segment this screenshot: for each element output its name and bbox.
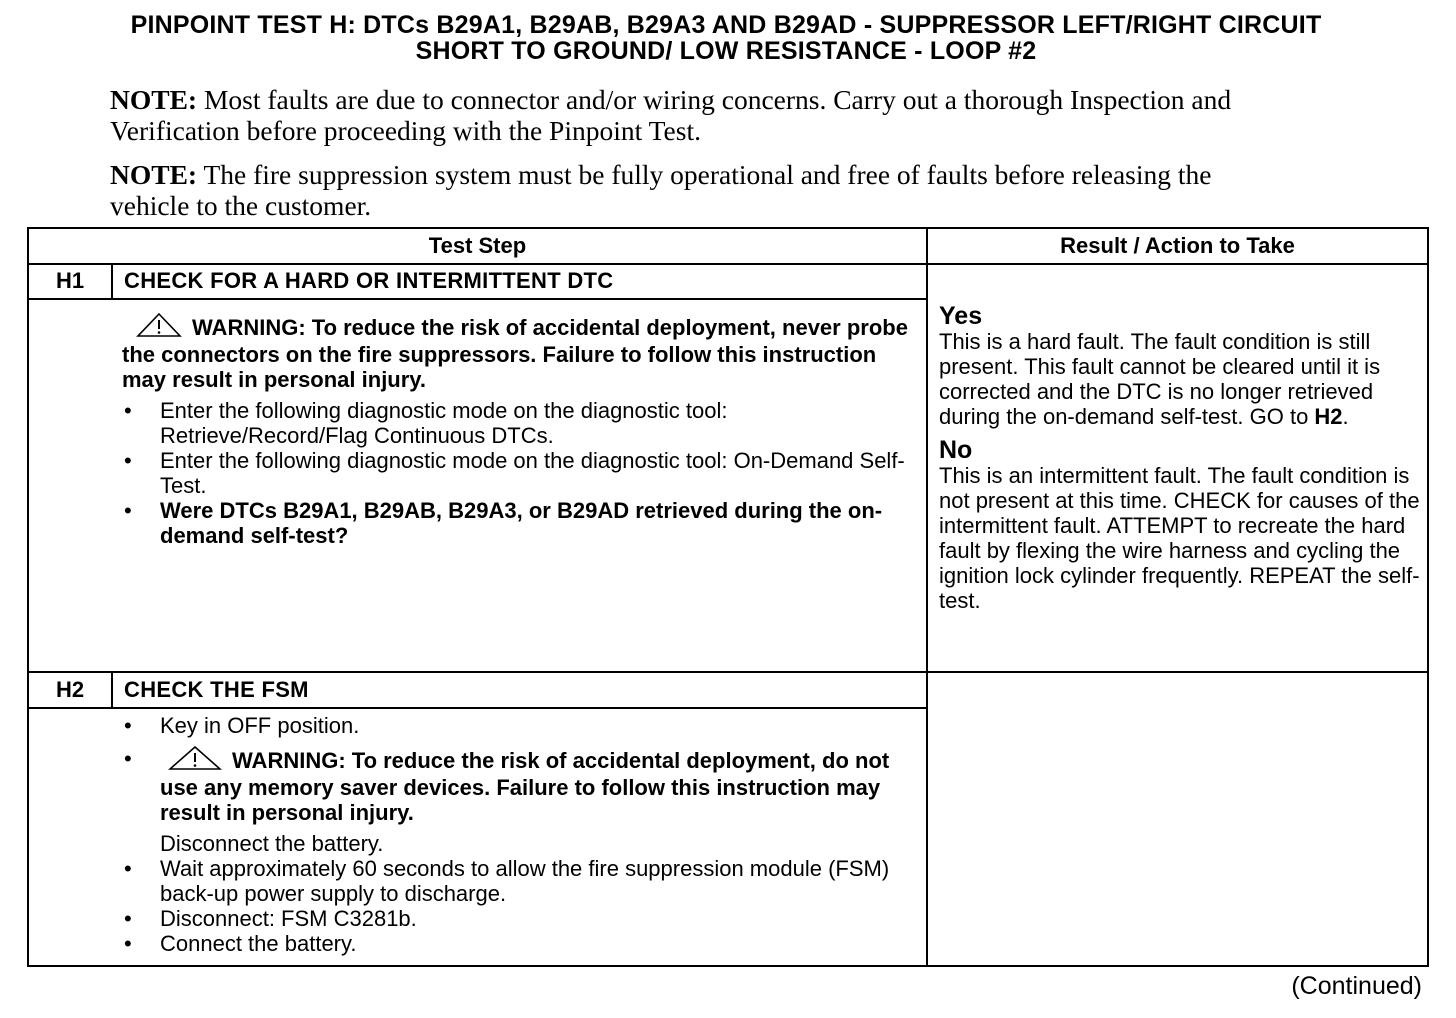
list-item: • Disconnect: FSM C3281b. [122, 906, 922, 931]
warning-triangle-icon [136, 313, 182, 342]
h1-results [939, 303, 1423, 613]
h2-warning-after: Disconnect the battery. [160, 831, 384, 856]
step-title-h1: CHECK FOR A HARD OR INTERMITTENT DTC [124, 268, 614, 293]
result-yes-suffix: . [1342, 404, 1349, 429]
h2-id-divider [111, 671, 113, 707]
result-yes-body: This is a hard fault. The fault condition is still present. This fault cannot be cleared until it is corrected and the DTC is no longer retrieved during the on-demand self-test. GO to [939, 329, 1381, 429]
pinpoint-test-table [27, 227, 1429, 967]
note-system-operational [110, 159, 1240, 221]
h1-warning [122, 313, 922, 392]
step-id-h2: H2 [55, 677, 85, 702]
step-h2-content [122, 713, 922, 956]
result-yes-label: Yes [939, 302, 983, 330]
title-line-2: SHORT TO GROUND/ LOW RESISTANCE - LOOP #2 [415, 37, 1037, 65]
h2-bullet-list [122, 713, 922, 956]
list-item: • Connect the battery. [122, 931, 922, 956]
column-divider [926, 229, 928, 965]
note-text: The fire suppression system must be fully operational and free of faults before releasing the vehicle to the customer. [110, 159, 1212, 221]
h1-bullet-list [122, 398, 922, 548]
title-line-1: PINPOINT TEST H: DTCs B29A1, B29AB, B29A3 AND B29AD - SUPPRESSOR LEFT/RIGHT CIRCUIT [130, 11, 1322, 39]
note-connector-wiring [110, 84, 1240, 146]
result-yes-text [939, 329, 1423, 429]
step-id-h1: H1 [55, 268, 85, 293]
warning-triangle-icon [168, 746, 222, 775]
header-test-step: Test Step [428, 233, 527, 258]
list-item [122, 746, 922, 856]
page-title [20, 12, 1432, 64]
step-h1-content [122, 313, 922, 548]
h1-id-divider [111, 263, 113, 298]
h1-question: Were DTCs B29A1, B29AB, B29A3, or B29AD retrieved during the on-demand self-test? [160, 498, 883, 548]
h1-title-divider [29, 298, 926, 300]
note-label: NOTE: [110, 84, 198, 115]
h2-title-divider [29, 707, 926, 709]
list-item: • Enter the following diagnostic mode on the diagnostic tool: Retrieve/Record/Flag Continuous DTCs. [122, 398, 922, 448]
header-result-action: Result / Action to Take [1060, 233, 1295, 258]
continued-label: (Continued) [1291, 972, 1422, 1000]
h2-warning-text: WARNING: To reduce the risk of accidental deployment, do not use any memory saver devices. Failure to follow this instruction may result in personal injury. [160, 748, 890, 825]
list-item: • Key in OFF position. [122, 713, 922, 738]
goto-h2-link[interactable]: H2 [1314, 404, 1343, 429]
list-item [122, 498, 922, 548]
list-item: • Enter the following diagnostic mode on the diagnostic tool: On-Demand Self-Test. [122, 448, 922, 498]
result-no-text: This is an intermittent fault. The fault condition is not present at this time. CHECK for causes of the intermittent fault. ATTEMPT to recreate the hard fault by flexing the wire harness and cycling the ignition lock cylinder frequently. REPEAT the self-test. [939, 463, 1420, 613]
note-label: NOTE: [110, 159, 198, 190]
list-item: • Wait approximately 60 seconds to allow the fire suppression module (FSM) back-up power supply to discharge. [122, 856, 922, 906]
note-text: Most faults are due to connector and/or wiring concerns. Carry out a thorough Inspection and Verification before proceeding with the Pinpoint Test. [110, 84, 1232, 146]
result-no-label: No [939, 436, 973, 464]
h1-warning-text: WARNING: To reduce the risk of accidental deployment, never probe the connectors on the fire suppressors. Failure to follow this instruction may result in personal injury. [122, 315, 908, 392]
step-title-h2: CHECK THE FSM [124, 677, 309, 702]
h2-warning [160, 746, 922, 825]
